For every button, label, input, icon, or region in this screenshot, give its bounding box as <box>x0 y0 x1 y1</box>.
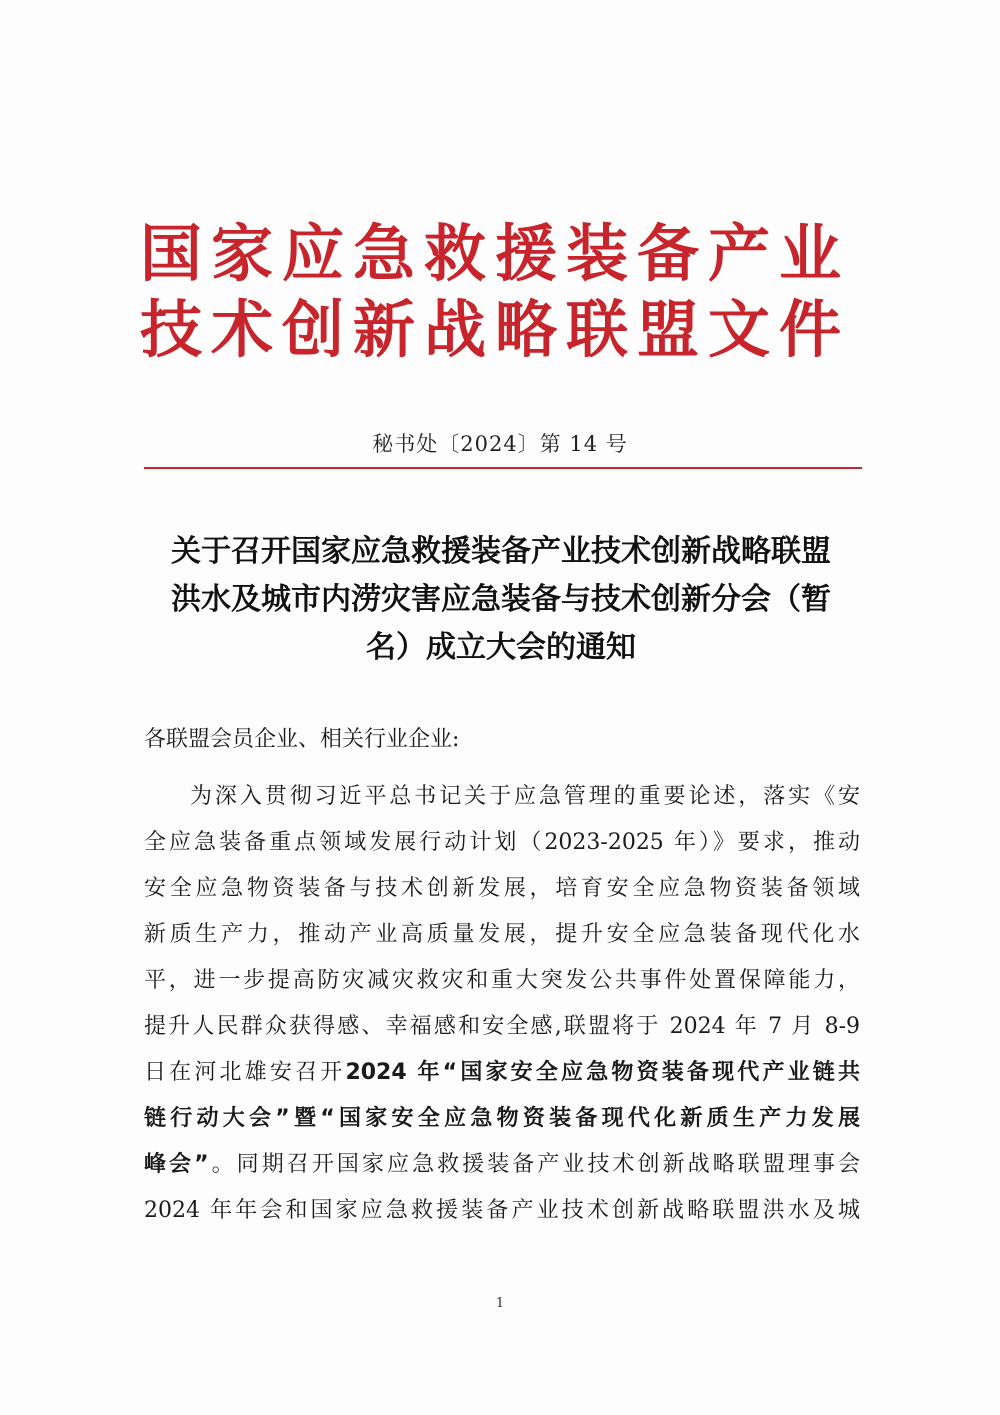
body-line-8-bold: 链行动大会”暨“国家安全应急物资装备现代化新质生产力发展 <box>144 1106 860 1131</box>
body-line-9 <box>144 1142 860 1188</box>
body-line-2: 全应急装备重点领域发展行动计划（2023-2025 年）》要求，推动 <box>144 830 860 855</box>
body-paragraph <box>144 774 860 1234</box>
body-line-9-bold: 峰会” <box>144 1152 209 1177</box>
document-number: 秘书处〔2024〕第 14 号 <box>372 432 628 456</box>
body-line-10: 2024 年年会和国家应急救援装备产业技术创新战略联盟洪水及城 <box>144 1198 860 1223</box>
salutation: 各联盟会员企业、相关行业企业: <box>144 727 460 752</box>
body-line-1: 为深入贯彻习近平总书记关于应急管理的重要论述，落实《安 <box>190 784 860 809</box>
notice-title <box>140 528 862 672</box>
page-number: 1 <box>495 1296 505 1311</box>
body-line-6: 提升人民群众获得感、幸福感和安全感,联盟将于 2024 年 7 月 8-9 <box>144 1014 860 1039</box>
masthead-line-2: 技术创新战略联盟文件 <box>140 293 851 366</box>
body-line-5: 平，进一步提高防灾减灾救灾和重大突发公共事件处置保障能力， <box>144 968 860 993</box>
body-line-4: 新质生产力，推动产业高质量发展，提升安全应急装备现代化水 <box>144 922 860 947</box>
red-divider-line <box>144 467 862 469</box>
notice-title-line-1: 关于召开国家应急救援装备产业技术创新战略联盟 <box>171 534 831 569</box>
body-line-7-bold: 2024 年“国家安全应急物资装备现代产业链共 <box>345 1060 860 1085</box>
body-line-7-text: 日在河北雄安召开 <box>144 1060 346 1085</box>
body-line-8 <box>144 1096 860 1142</box>
notice-title-line-2: 洪水及城市内涝灾害应急装备与技术创新分会（暂 <box>171 582 831 617</box>
body-line-9-text: 。同期召开国家应急救援装备产业技术创新战略联盟理事会 <box>208 1152 860 1177</box>
body-line-7 <box>144 1050 860 1096</box>
notice-title-line-3: 名）成立大会的通知 <box>366 630 636 665</box>
masthead-line-1: 国家应急救援装备产业 <box>140 217 851 290</box>
body-line-3: 安全应急物资装备与技术创新发展，培育安全应急物资装备领域 <box>144 876 860 901</box>
